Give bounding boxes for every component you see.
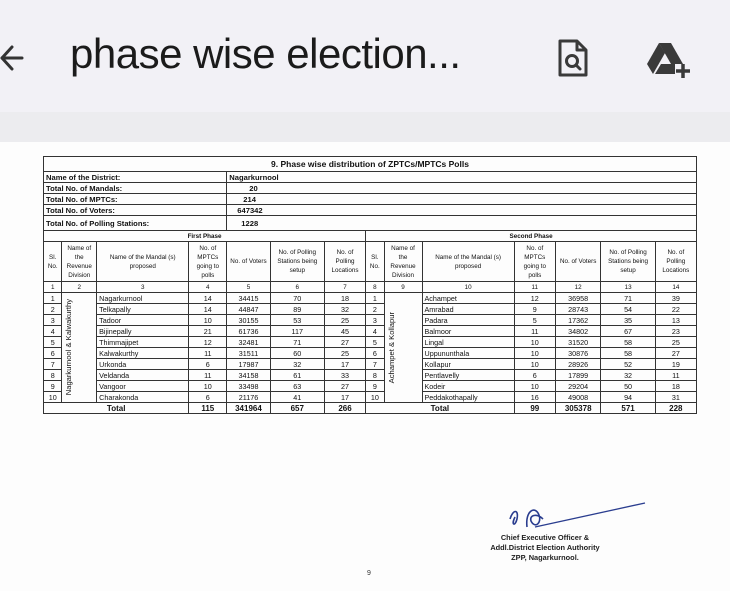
voters-count-2: 17899 bbox=[555, 370, 601, 381]
add-to-drive-button[interactable] bbox=[645, 37, 693, 81]
voters-count: 33498 bbox=[227, 381, 270, 392]
voters-count-2: 29204 bbox=[555, 381, 601, 392]
division-cell-2 bbox=[384, 293, 422, 403]
locations-count-2: 25 bbox=[655, 337, 696, 348]
col-mandal-2: Name of the Mandal (s) proposed bbox=[422, 242, 514, 282]
sl-no-2: 1 bbox=[366, 293, 384, 304]
document-title: phase wise election... bbox=[70, 30, 461, 77]
total-label-2: Total bbox=[366, 403, 515, 414]
column-number-row bbox=[44, 282, 697, 293]
page-number: 9 bbox=[367, 570, 371, 577]
voters-count-2: 31520 bbox=[555, 337, 601, 348]
locations-count: 25 bbox=[324, 348, 365, 359]
sl-no-2: 10 bbox=[366, 392, 384, 403]
table-row bbox=[44, 348, 697, 359]
mandal-name-2: Peddakothapally bbox=[422, 392, 514, 403]
sl-no: 6 bbox=[44, 348, 62, 359]
stations-count-2: 52 bbox=[601, 359, 655, 370]
second-phase-heading: Second Phase bbox=[366, 231, 697, 242]
voters-count: 34158 bbox=[227, 370, 270, 381]
column-number: 12 bbox=[555, 282, 601, 293]
mandal-name: Veldanda bbox=[97, 370, 189, 381]
mandal-name-2: Amrabad bbox=[422, 304, 514, 315]
table-row bbox=[44, 293, 697, 304]
sl-no-2: 6 bbox=[366, 348, 384, 359]
column-number: 1 bbox=[44, 282, 62, 293]
separator bbox=[0, 112, 730, 142]
mandal-name: Tadoor bbox=[97, 315, 189, 326]
mandal-name-2: Pentlavelly bbox=[422, 370, 514, 381]
total-mptcs: 115 bbox=[189, 403, 227, 414]
sl-no: 8 bbox=[44, 370, 62, 381]
voters-count-2: 28926 bbox=[555, 359, 601, 370]
signature-line-3: ZPP, Nagarkurnool. bbox=[511, 553, 579, 562]
column-number: 9 bbox=[384, 282, 422, 293]
column-number: 10 bbox=[422, 282, 514, 293]
stations-count: 53 bbox=[270, 315, 324, 326]
stations-count-2: 58 bbox=[601, 348, 655, 359]
column-number: 5 bbox=[227, 282, 270, 293]
sl-no: 9 bbox=[44, 381, 62, 392]
mptcs-count-2: 5 bbox=[514, 315, 555, 326]
mptcs-count: 6 bbox=[189, 359, 227, 370]
voters-count: 32481 bbox=[227, 337, 270, 348]
col-stations-2: No. of Polling Stations being setup bbox=[601, 242, 655, 282]
mandal-name: Thimmajipet bbox=[97, 337, 189, 348]
col-locations-2: No. of Polling Locations bbox=[655, 242, 696, 282]
column-number: 3 bbox=[97, 282, 189, 293]
mptcs-count-2: 10 bbox=[514, 359, 555, 370]
col-mptcs-2: No. of MPTCs going to polls bbox=[514, 242, 555, 282]
first-phase-heading: First Phase bbox=[44, 231, 366, 242]
column-number: 14 bbox=[655, 282, 696, 293]
locations-count-2: 19 bbox=[655, 359, 696, 370]
sl-no: 2 bbox=[44, 304, 62, 315]
sl-no-2: 4 bbox=[366, 326, 384, 337]
division-name: Nagarkurnool & Kalwakurthy bbox=[64, 299, 74, 396]
division-cell bbox=[62, 293, 97, 403]
mptcs-value: 214 bbox=[227, 194, 697, 205]
voters-count-2: 30876 bbox=[555, 348, 601, 359]
locations-count: 25 bbox=[324, 315, 365, 326]
locations-count-2: 11 bbox=[655, 370, 696, 381]
table-row bbox=[44, 381, 697, 392]
stations-count-2: 54 bbox=[601, 304, 655, 315]
mandal-name-2: Kodeir bbox=[422, 381, 514, 392]
total-locations-2: 228 bbox=[655, 403, 696, 414]
stations-count-2: 58 bbox=[601, 337, 655, 348]
mptcs-count-2: 10 bbox=[514, 348, 555, 359]
column-number: 4 bbox=[189, 282, 227, 293]
locations-count-2: 31 bbox=[655, 392, 696, 403]
sl-no-2: 5 bbox=[366, 337, 384, 348]
mandal-name-2: Achampet bbox=[422, 293, 514, 304]
table-row bbox=[44, 359, 697, 370]
locations-count: 17 bbox=[324, 392, 365, 403]
sl-no: 7 bbox=[44, 359, 62, 370]
col-division: Name of the Revenue Division bbox=[62, 242, 97, 282]
table-row bbox=[44, 337, 697, 348]
table-caption: 9. Phase wise distribution of ZPTCs/MPTCs Polls bbox=[44, 157, 697, 172]
totals-row bbox=[44, 403, 697, 414]
locations-count-2: 23 bbox=[655, 326, 696, 337]
election-table bbox=[43, 156, 697, 414]
table-row bbox=[44, 370, 697, 381]
mptcs-count-2: 11 bbox=[514, 326, 555, 337]
voters-value: 647342 bbox=[227, 205, 697, 216]
mandals-value: 20 bbox=[227, 183, 697, 194]
voters-count-2: 49008 bbox=[555, 392, 601, 403]
col-locations: No. of Polling Locations bbox=[324, 242, 365, 282]
sl-no-2: 3 bbox=[366, 315, 384, 326]
stations-count-2: 71 bbox=[601, 293, 655, 304]
sl-no: 10 bbox=[44, 392, 62, 403]
division-name-2: Achampet & Kollapur bbox=[386, 311, 396, 384]
mptcs-count-2: 9 bbox=[514, 304, 555, 315]
table-row bbox=[44, 304, 697, 315]
col-voters-2: No. of Voters bbox=[555, 242, 601, 282]
total-voters-2: 305378 bbox=[555, 403, 601, 414]
mandal-name: Kalwakurthy bbox=[97, 348, 189, 359]
locations-count-2: 13 bbox=[655, 315, 696, 326]
table-row bbox=[44, 315, 697, 326]
stations-count: 63 bbox=[270, 381, 324, 392]
col-stations: No. of Polling Stations being setup bbox=[270, 242, 324, 282]
sl-no-2: 2 bbox=[366, 304, 384, 315]
total-stations: 657 bbox=[270, 403, 324, 414]
table-row bbox=[44, 326, 697, 337]
column-number: 11 bbox=[514, 282, 555, 293]
locations-count: 18 bbox=[324, 293, 365, 304]
locations-count: 45 bbox=[324, 326, 365, 337]
mptcs-count: 12 bbox=[189, 337, 227, 348]
stations-count-2: 35 bbox=[601, 315, 655, 326]
column-number: 13 bbox=[601, 282, 655, 293]
stations-count-2: 94 bbox=[601, 392, 655, 403]
mptcs-count: 14 bbox=[189, 293, 227, 304]
mandal-name-2: Kollapur bbox=[422, 359, 514, 370]
stations-count: 61 bbox=[270, 370, 324, 381]
sl-no: 4 bbox=[44, 326, 62, 337]
signature-block bbox=[445, 497, 645, 563]
locations-count-2: 27 bbox=[655, 348, 696, 359]
mptcs-count: 10 bbox=[189, 381, 227, 392]
locations-count: 33 bbox=[324, 370, 365, 381]
sl-no: 1 bbox=[44, 293, 62, 304]
col-mandal: Name of the Mandal (s) proposed bbox=[97, 242, 189, 282]
back-button[interactable] bbox=[0, 36, 30, 80]
polling-stations-value: 1228 bbox=[227, 216, 697, 231]
locations-count-2: 22 bbox=[655, 304, 696, 315]
arrow-left-icon bbox=[0, 36, 30, 80]
locations-count: 17 bbox=[324, 359, 365, 370]
stations-count: 117 bbox=[270, 326, 324, 337]
voters-count: 34415 bbox=[227, 293, 270, 304]
voters-label: Total No. of Voters: bbox=[44, 205, 227, 216]
col-sl: Sl. No. bbox=[44, 242, 62, 282]
stations-count-2: 32 bbox=[601, 370, 655, 381]
stations-count: 60 bbox=[270, 348, 324, 359]
mptcs-count: 11 bbox=[189, 348, 227, 359]
sl-no: 3 bbox=[44, 315, 62, 326]
stations-count: 41 bbox=[270, 392, 324, 403]
locations-count: 27 bbox=[324, 381, 365, 392]
sl-no-2: 9 bbox=[366, 381, 384, 392]
mptcs-count: 21 bbox=[189, 326, 227, 337]
drive-add-icon bbox=[645, 37, 693, 81]
mandal-name: Nagarkurnool bbox=[97, 293, 189, 304]
sl-no-2: 7 bbox=[366, 359, 384, 370]
column-number: 8 bbox=[366, 282, 384, 293]
voters-count-2: 34802 bbox=[555, 326, 601, 337]
col-division-2: Name of the Revenue Division bbox=[384, 242, 422, 282]
mandal-name: Charakonda bbox=[97, 392, 189, 403]
document-page[interactable] bbox=[0, 142, 730, 591]
voters-count: 31511 bbox=[227, 348, 270, 359]
stations-count-2: 67 bbox=[601, 326, 655, 337]
mptcs-count-2: 12 bbox=[514, 293, 555, 304]
mptcs-count: 6 bbox=[189, 392, 227, 403]
col-sl-2: Sl. No. bbox=[366, 242, 384, 282]
voters-count: 61736 bbox=[227, 326, 270, 337]
mptcs-count-2: 16 bbox=[514, 392, 555, 403]
total-voters: 341964 bbox=[227, 403, 270, 414]
voters-count: 30155 bbox=[227, 315, 270, 326]
mandal-name-2: Uppununthala bbox=[422, 348, 514, 359]
stations-count-2: 50 bbox=[601, 381, 655, 392]
mptcs-count: 11 bbox=[189, 370, 227, 381]
mandal-name-2: Padara bbox=[422, 315, 514, 326]
search-document-icon bbox=[553, 37, 593, 81]
column-number: 7 bbox=[324, 282, 365, 293]
district-label: Name of the District: bbox=[44, 172, 227, 183]
voters-count: 44847 bbox=[227, 304, 270, 315]
mptcs-count: 10 bbox=[189, 315, 227, 326]
total-stations-2: 571 bbox=[601, 403, 655, 414]
lens-button[interactable] bbox=[553, 37, 593, 81]
mandals-label: Total No. of Mandals: bbox=[44, 183, 227, 194]
sl-no-2: 8 bbox=[366, 370, 384, 381]
mptcs-count-2: 6 bbox=[514, 370, 555, 381]
locations-count: 32 bbox=[324, 304, 365, 315]
signature-line-2: Addl.District Election Authority bbox=[490, 543, 600, 552]
table-row bbox=[44, 392, 697, 403]
total-mptcs-2: 99 bbox=[514, 403, 555, 414]
voters-count-2: 17362 bbox=[555, 315, 601, 326]
voters-count-2: 28743 bbox=[555, 304, 601, 315]
mptcs-label: Total No. of MPTCs: bbox=[44, 194, 227, 205]
mptcs-count-2: 10 bbox=[514, 381, 555, 392]
column-number: 6 bbox=[270, 282, 324, 293]
voters-count-2: 36958 bbox=[555, 293, 601, 304]
stations-count: 89 bbox=[270, 304, 324, 315]
app-bar bbox=[0, 0, 730, 112]
col-mptcs: No. of MPTCs going to polls bbox=[189, 242, 227, 282]
mandal-name: Urkonda bbox=[97, 359, 189, 370]
locations-count-2: 18 bbox=[655, 381, 696, 392]
mandal-name-2: Lingal bbox=[422, 337, 514, 348]
signature-line-1: Chief Executive Officer & bbox=[500, 533, 590, 542]
voters-count: 21176 bbox=[227, 392, 270, 403]
total-label: Total bbox=[44, 403, 189, 414]
mandal-name: Vangoor bbox=[97, 381, 189, 392]
stations-count: 71 bbox=[270, 337, 324, 348]
mptcs-count: 14 bbox=[189, 304, 227, 315]
mandal-name-2: Balmoor bbox=[422, 326, 514, 337]
col-voters: No. of Voters bbox=[227, 242, 270, 282]
mandal-name: Bijinepally bbox=[97, 326, 189, 337]
column-number: 2 bbox=[62, 282, 97, 293]
locations-count-2: 39 bbox=[655, 293, 696, 304]
voters-count: 17987 bbox=[227, 359, 270, 370]
total-locations: 266 bbox=[324, 403, 365, 414]
mandal-name: Telkapally bbox=[97, 304, 189, 315]
sl-no: 5 bbox=[44, 337, 62, 348]
locations-count: 27 bbox=[324, 337, 365, 348]
stations-count: 70 bbox=[270, 293, 324, 304]
polling-stations-label: Total No. of Polling Stations: bbox=[44, 216, 227, 231]
mptcs-count-2: 10 bbox=[514, 337, 555, 348]
signature-mark bbox=[505, 497, 655, 533]
stations-count: 32 bbox=[270, 359, 324, 370]
district-value: Nagarkurnool bbox=[227, 172, 697, 183]
